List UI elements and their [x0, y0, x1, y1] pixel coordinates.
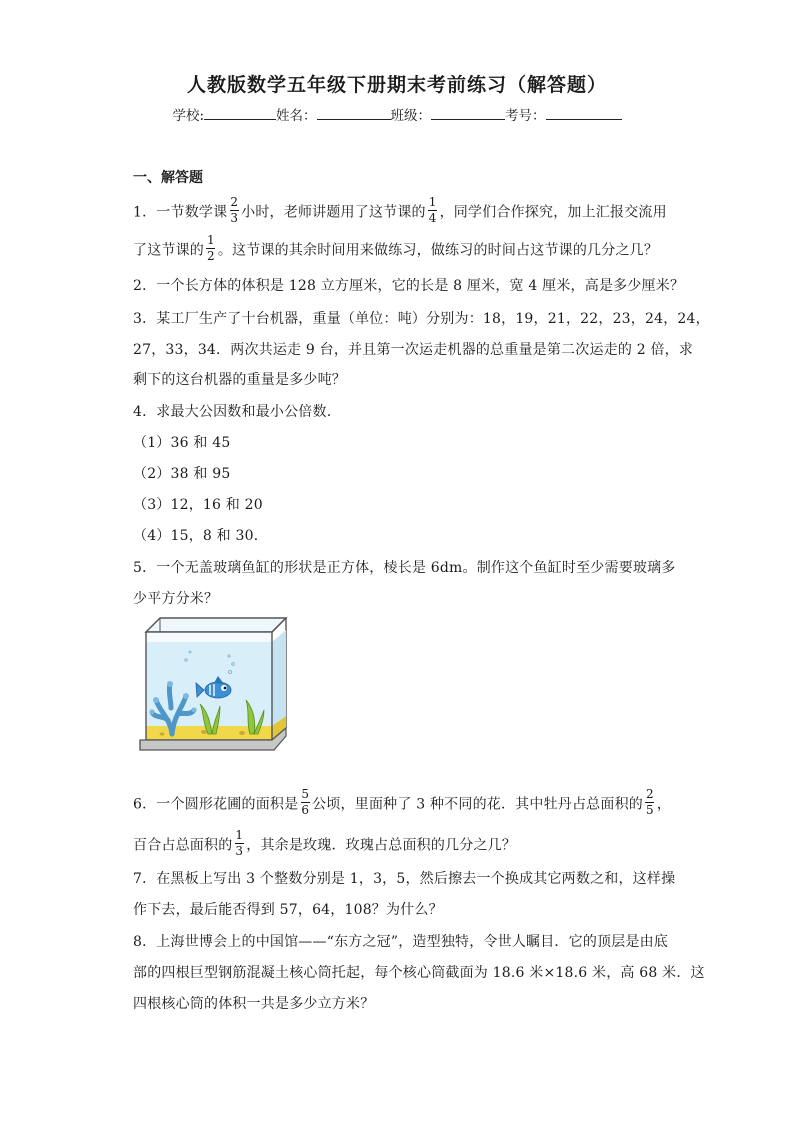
q1-text-e: 。这节课的其余时间用来做练习，做练习的时间占这节课的几分之几？	[217, 242, 659, 259]
question-3-line-3: 剩下的这台机器的重量是多少吨？	[133, 372, 346, 388]
frac-numerator: 2	[645, 787, 654, 801]
question-3-line-1: 3．某工厂生产了十台机器，重量（单位：吨）分别为：18，19，21，22，23，24，24，	[133, 311, 710, 327]
question-5-line-1: 5．一个无盖玻璃鱼缸的形状是正方体，棱长是 6dm。制作这个鱼缸时至少需要玻璃多	[133, 560, 676, 576]
frac-numerator: 2	[230, 195, 239, 209]
question-7-line-2: 作下去，最后能否得到 57，64，108？为什么？	[133, 902, 443, 918]
class-label: 班级：	[390, 108, 432, 124]
school-label: 学校:	[172, 108, 205, 124]
page-title: 人教版数学五年级下册期末考前练习（解答题）	[186, 74, 607, 96]
fraction-two-fifths	[645, 788, 655, 817]
question-8-line-2: 部的四根巨型钢筋混凝土核心筒托起，每个核心筒截面为 18.6 米×18.6 米，高 68 米．这	[133, 965, 705, 981]
question-7-line-1: 7．在黑板上写出 3 个整数分别是 1，3，5，然后擦去一个换成其它两数之和，这样操	[133, 871, 676, 887]
student-info-line	[0, 104, 794, 124]
frac-numerator: 5	[301, 787, 310, 801]
fraction-two-thirds	[229, 196, 239, 225]
q6-text-b: 公顷，里面种了 3 种不同的花．其中牡丹占总面积的	[312, 796, 643, 813]
q6-text-d: 百合占总面积的	[133, 837, 233, 854]
question-6-line-1	[133, 787, 672, 819]
question-2: 2．一个长方体的体积是 128 立方厘米，它的长是 8 厘米，宽 4 厘米，高是多少厘米？	[133, 278, 685, 294]
exam-no-label: 考号：	[505, 108, 546, 124]
question-1-line-2	[133, 233, 659, 265]
frac-numerator: 1	[235, 828, 244, 842]
frac-numerator: 1	[207, 233, 215, 247]
class-blank[interactable]	[431, 105, 505, 120]
q1-text-d: 了这节课的	[133, 242, 204, 259]
frac-numerator: 1	[428, 195, 437, 209]
name-label: 姓名：	[276, 108, 317, 124]
frac-denominator: 3	[230, 211, 239, 225]
fraction-one-third	[234, 829, 244, 858]
question-6-line-2	[133, 828, 517, 860]
question-4-stem: 4．求最大公因数和最小公倍数.	[133, 404, 332, 420]
question-1-line-1	[133, 195, 667, 227]
question-4-item: （4）15，8 和 30．	[133, 528, 268, 544]
question-8-line-1: 8．上海世博会上的中国馆——“东方之冠”，造型独特，令世人瞩目．它的顶层是由底	[133, 934, 669, 950]
frac-denominator: 6	[301, 803, 310, 817]
frac-denominator: 2	[207, 249, 215, 263]
q6-text-c: ，	[656, 796, 672, 813]
frac-denominator: 4	[428, 211, 437, 225]
fraction-one-quarter	[428, 196, 438, 225]
question-3-line-2: 27，33，34．两次共运走 9 台，并且第一次运走机器的总重量是第二次运走的 2 倍，求	[133, 342, 694, 358]
question-8-line-3: 四根核心筒的体积一共是多少立方米？	[133, 996, 375, 1012]
name-blank[interactable]	[317, 105, 391, 120]
section-title: 一、解答题	[133, 170, 203, 186]
q1-text-c: ，同学们合作探究，加上汇报交流用	[439, 204, 667, 221]
q6-text-a: 6．一个圆形花圃的面积是	[133, 796, 299, 813]
question-4-item: （3）12，16 和 20	[133, 497, 263, 513]
frac-denominator: 3	[235, 844, 244, 858]
q1-text-b: 小时，老师讲题用了这节课的	[241, 204, 426, 221]
question-5-line-2: 少平方分米？	[133, 591, 219, 607]
q1-text-a: 1．一节数学课	[133, 204, 228, 221]
exam-no-blank[interactable]	[546, 105, 622, 120]
q6-text-e: ，其余是玫瑰．玫瑰占总面积的几分之几？	[246, 837, 517, 854]
fraction-one-half	[206, 234, 216, 263]
fish-tank-illustration	[138, 616, 288, 758]
fraction-five-sixths	[300, 788, 310, 817]
school-blank[interactable]	[204, 105, 276, 120]
question-4-item: （1）36 和 45	[133, 435, 231, 451]
question-4-item: （2）38 和 95	[133, 466, 231, 482]
frac-denominator: 5	[645, 803, 654, 817]
